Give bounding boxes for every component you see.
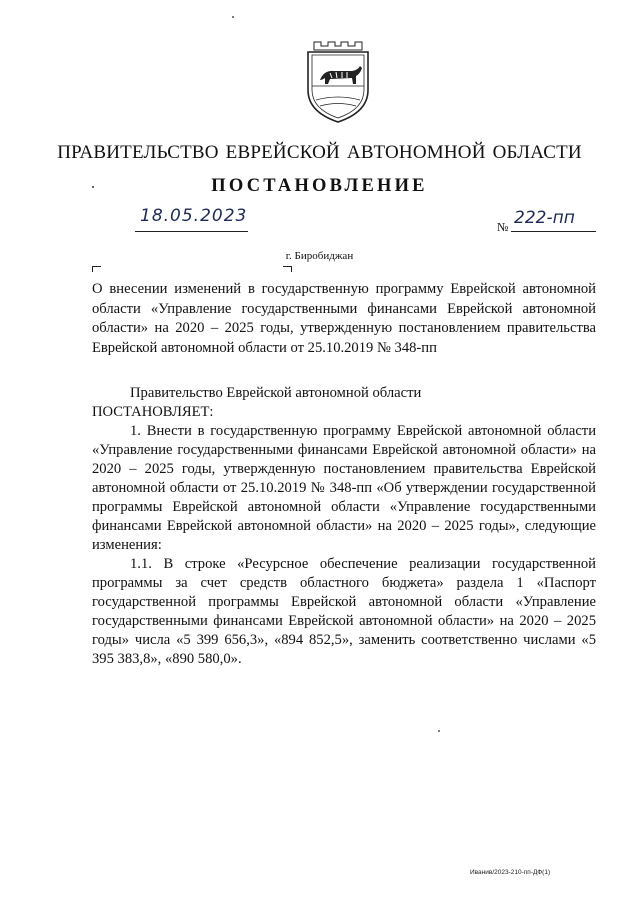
subject-bracket-right xyxy=(283,266,292,272)
document-code-footer: Иванив/2023-210-пп-ДФ(1) xyxy=(470,869,551,876)
document-body xyxy=(92,384,596,669)
body-intro: Правительство Еврейской автономной области xyxy=(130,385,422,401)
document-type-heading: ПОСТАНОВЛЕНИЕ xyxy=(211,176,428,196)
document-subject: О внесении изменений в государственную программу Еврейской автономной области «Управление государственными финансами Еврейской автономной области» на 2020 – 2025 годы, утвержденную постановлением правительства Еврейской автономной области от 25.10.2019 № 348-пп xyxy=(92,281,596,356)
subject-bracket-left xyxy=(92,266,101,272)
clause-1: 1. Внести в государственную программу Еврейской автономной области «Управление государственными финансами Еврейской автономной области» на 2020 – 2025 годы, утвержденную постановлением правительства Еврейской автономной области от 25.10.2019 № 348-пп «Об утверждении государственной программы Еврейской автономной области «Управление государственными финансами Еврейской автономной области» на 2020 – 2025 годы», следующие изменения: xyxy=(92,423,596,553)
clause-1-1: 1.1. В строке «Ресурсное обеспечение реализации государственной программы за счет средств областного бюджета» раздела 1 «Паспорт государственной программы Еврейской автономной области «Управление государственными финансами Еврейской автономной области» на 2020 – 2025 годы» числа «5 399 656,3», «894 852,5», заменить соответственно числами «5 395 383,8», «890 580,0». xyxy=(92,556,596,667)
number-underline xyxy=(511,231,596,232)
city-label: г. Биробиджан xyxy=(285,250,354,262)
handwritten-date: 18.05.2023 xyxy=(140,206,248,226)
date-underline xyxy=(135,231,248,232)
resolves-heading: ПОСТАНОВЛЯЕТ: xyxy=(92,404,214,420)
scan-speck xyxy=(232,16,234,18)
scan-speck xyxy=(438,730,440,732)
number-prefix: № xyxy=(497,220,509,234)
coat-of-arms-tiger-icon xyxy=(300,38,376,126)
government-title: ПРАВИТЕЛЬСТВО ЕВРЕЙСКОЙ АВТОНОМНОЙ ОБЛАСТИ xyxy=(57,142,582,163)
handwritten-document-number: 222-пп xyxy=(514,208,575,228)
